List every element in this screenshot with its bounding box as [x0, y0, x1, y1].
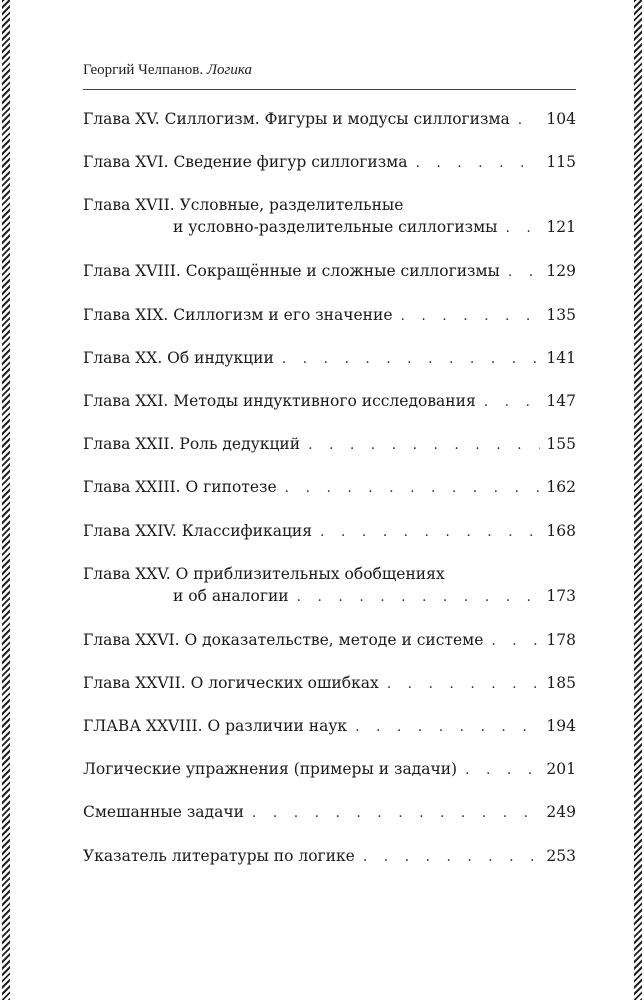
- toc-page-number: 249: [546, 803, 576, 822]
- toc-entry[interactable]: [83, 194, 576, 260]
- dot-leader: [252, 802, 541, 824]
- toc-entry-title-cont: и об аналогии: [173, 586, 289, 605]
- toc-entry-title: Глава XXI. Методы индуктивного исследования: [83, 391, 476, 410]
- toc-page-number: 168: [546, 521, 576, 540]
- dot-leader: [320, 521, 540, 543]
- toc-page-number: 178: [546, 630, 576, 649]
- toc-entry-title: Логические упражнения (примеры и задачи): [83, 760, 458, 779]
- toc-entry[interactable]: [83, 845, 576, 888]
- toc-entry[interactable]: [83, 433, 576, 476]
- dot-leader: [491, 630, 540, 652]
- toc-entry[interactable]: [83, 629, 576, 672]
- toc-entry[interactable]: [83, 390, 576, 433]
- dot-leader: [297, 586, 541, 608]
- toc-entry-title: Глава XXVII. О логических ошибках: [83, 673, 379, 692]
- toc-entry[interactable]: [83, 476, 576, 519]
- toc-entry[interactable]: [83, 108, 576, 151]
- toc-page-number: 162: [546, 478, 576, 497]
- table-of-contents: [83, 108, 576, 888]
- toc-entry-title: Глава XVI. Сведение фигур силлогизма: [83, 153, 408, 172]
- toc-page-number: 121: [546, 218, 576, 237]
- dot-leader: [508, 261, 541, 283]
- toc-page-number: 129: [546, 262, 576, 281]
- toc-entry-title: Глава XXV. О приблизительных обобщениях: [83, 564, 445, 583]
- toc-entry-title: Глава XXII. Роль дедукций: [83, 435, 301, 454]
- toc-entry-title: Глава XVII. Условные, разделительные: [83, 196, 404, 215]
- toc-entry[interactable]: [83, 347, 576, 390]
- toc-page-number: 141: [546, 348, 576, 367]
- toc-entry-title: Указатель литературы по логике: [83, 846, 355, 865]
- header-author: Георгий Челпанов.: [83, 62, 204, 78]
- toc-entry-title: Глава XXIII. О гипотезе: [83, 478, 277, 497]
- toc-entry[interactable]: [83, 672, 576, 715]
- toc-entry[interactable]: [83, 151, 576, 194]
- toc-entry-title: Глава XXVI. О доказательстве, методе и системе: [83, 630, 484, 649]
- toc-entry[interactable]: [83, 520, 576, 563]
- toc-entry[interactable]: [83, 715, 576, 758]
- toc-entry-title: Глава XX. Об индукции: [83, 348, 274, 367]
- page-edge-right: [634, 0, 642, 1000]
- toc-page-number: 147: [546, 391, 576, 410]
- toc-entry-title: Глава XV. Силлогизм. Фигуры и модусы силлогизма: [83, 110, 510, 128]
- toc-entry-title: Глава XIX. Силлогизм и его значение: [83, 305, 393, 324]
- toc-page-number: 115: [546, 153, 576, 172]
- dot-leader: [308, 434, 540, 456]
- dot-leader: [282, 348, 541, 370]
- toc-page-number: 173: [546, 586, 576, 605]
- toc-entry-title: Глава XVIII. Сокращённые и сложные силлогизмы: [83, 262, 500, 281]
- toc-entry[interactable]: [83, 260, 576, 303]
- toc-page-number: 185: [546, 673, 576, 692]
- toc-entry-title: ГЛАВА XXVIII. О различии наук: [83, 717, 348, 736]
- dot-leader: [401, 305, 541, 327]
- dot-leader: [415, 152, 540, 174]
- toc-entry[interactable]: [83, 758, 576, 801]
- toc-entry[interactable]: [83, 563, 576, 629]
- running-header: [83, 62, 576, 90]
- toc-page-number: 104: [546, 110, 576, 128]
- page-edge-left: [2, 0, 10, 1000]
- dot-leader: [387, 673, 541, 695]
- toc-entry[interactable]: [83, 801, 576, 844]
- toc-page-number: 135: [546, 305, 576, 324]
- dot-leader: [285, 477, 541, 499]
- toc-page-number: 253: [546, 846, 576, 865]
- toc-entry-title: Смешанные задачи: [83, 803, 244, 822]
- dot-leader: [465, 759, 540, 781]
- dot-leader: [484, 391, 541, 413]
- dot-leader: [506, 217, 541, 239]
- dot-leader: [518, 109, 541, 131]
- toc-entry-title-cont: и условно-разделительные силлогизмы: [173, 218, 498, 237]
- toc-page-number: 194: [546, 717, 576, 736]
- toc-page-number: 201: [546, 760, 576, 779]
- toc-entry-title: Глава XXIV. Классификация: [83, 521, 313, 540]
- dot-leader: [363, 846, 541, 868]
- toc-page-number: 155: [546, 435, 576, 454]
- dot-leader: [355, 716, 540, 738]
- toc-entry[interactable]: [83, 304, 576, 347]
- header-title: Логика: [206, 62, 252, 78]
